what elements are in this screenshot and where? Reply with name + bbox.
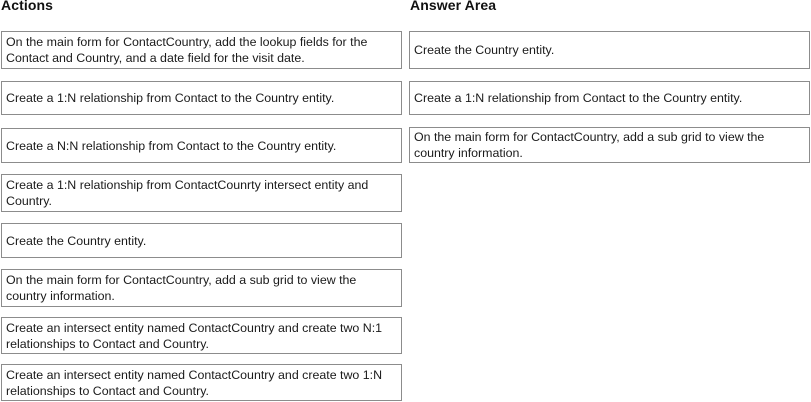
action-item[interactable] bbox=[1, 223, 402, 258]
action-item-label: Create a 1:N relationship from Contact to the Country entity. bbox=[6, 91, 335, 105]
answer-item[interactable] bbox=[409, 81, 810, 115]
action-item-label: Create the Country entity. bbox=[6, 233, 147, 248]
action-item-label: Create a 1:N relationship from ContactCounrty intersect entity and Country. bbox=[6, 178, 369, 208]
action-item-label: Create an intersect entity named ContactCountry and create two 1:N relationships to Contact and Country. bbox=[6, 367, 383, 398]
action-item-label: Create a N:N relationship from Contact to the Country entity. bbox=[6, 138, 337, 153]
answer-area-heading: Answer Area bbox=[410, 0, 497, 13]
answer-item[interactable] bbox=[409, 31, 810, 69]
action-item[interactable] bbox=[1, 128, 402, 163]
action-item[interactable] bbox=[1, 364, 402, 401]
answer-item[interactable] bbox=[409, 127, 810, 163]
action-item[interactable] bbox=[1, 174, 402, 212]
action-item[interactable] bbox=[1, 269, 402, 307]
answer-item-label: Create the Country entity. bbox=[414, 43, 555, 57]
answer-item-label: Create a 1:N relationship from Contact to the Country entity. bbox=[414, 91, 743, 105]
action-item-label: On the main form for ContactCountry, add a sub grid to view the country information. bbox=[6, 273, 357, 303]
action-item[interactable] bbox=[1, 31, 402, 69]
action-item[interactable] bbox=[1, 317, 402, 354]
actions-heading: Actions bbox=[1, 0, 54, 13]
action-item-label: On the main form for ContactCountry, add the lookup fields for the Contact and Country, and a date field for the visit date. bbox=[6, 35, 368, 65]
action-item[interactable] bbox=[1, 81, 402, 115]
action-item-label: Create an intersect entity named ContactCountry and create two N:1 relationships to Contact and Country. bbox=[6, 320, 383, 351]
answer-item-label: On the main form for ContactCountry, add a sub grid to view the country information. bbox=[414, 130, 765, 160]
